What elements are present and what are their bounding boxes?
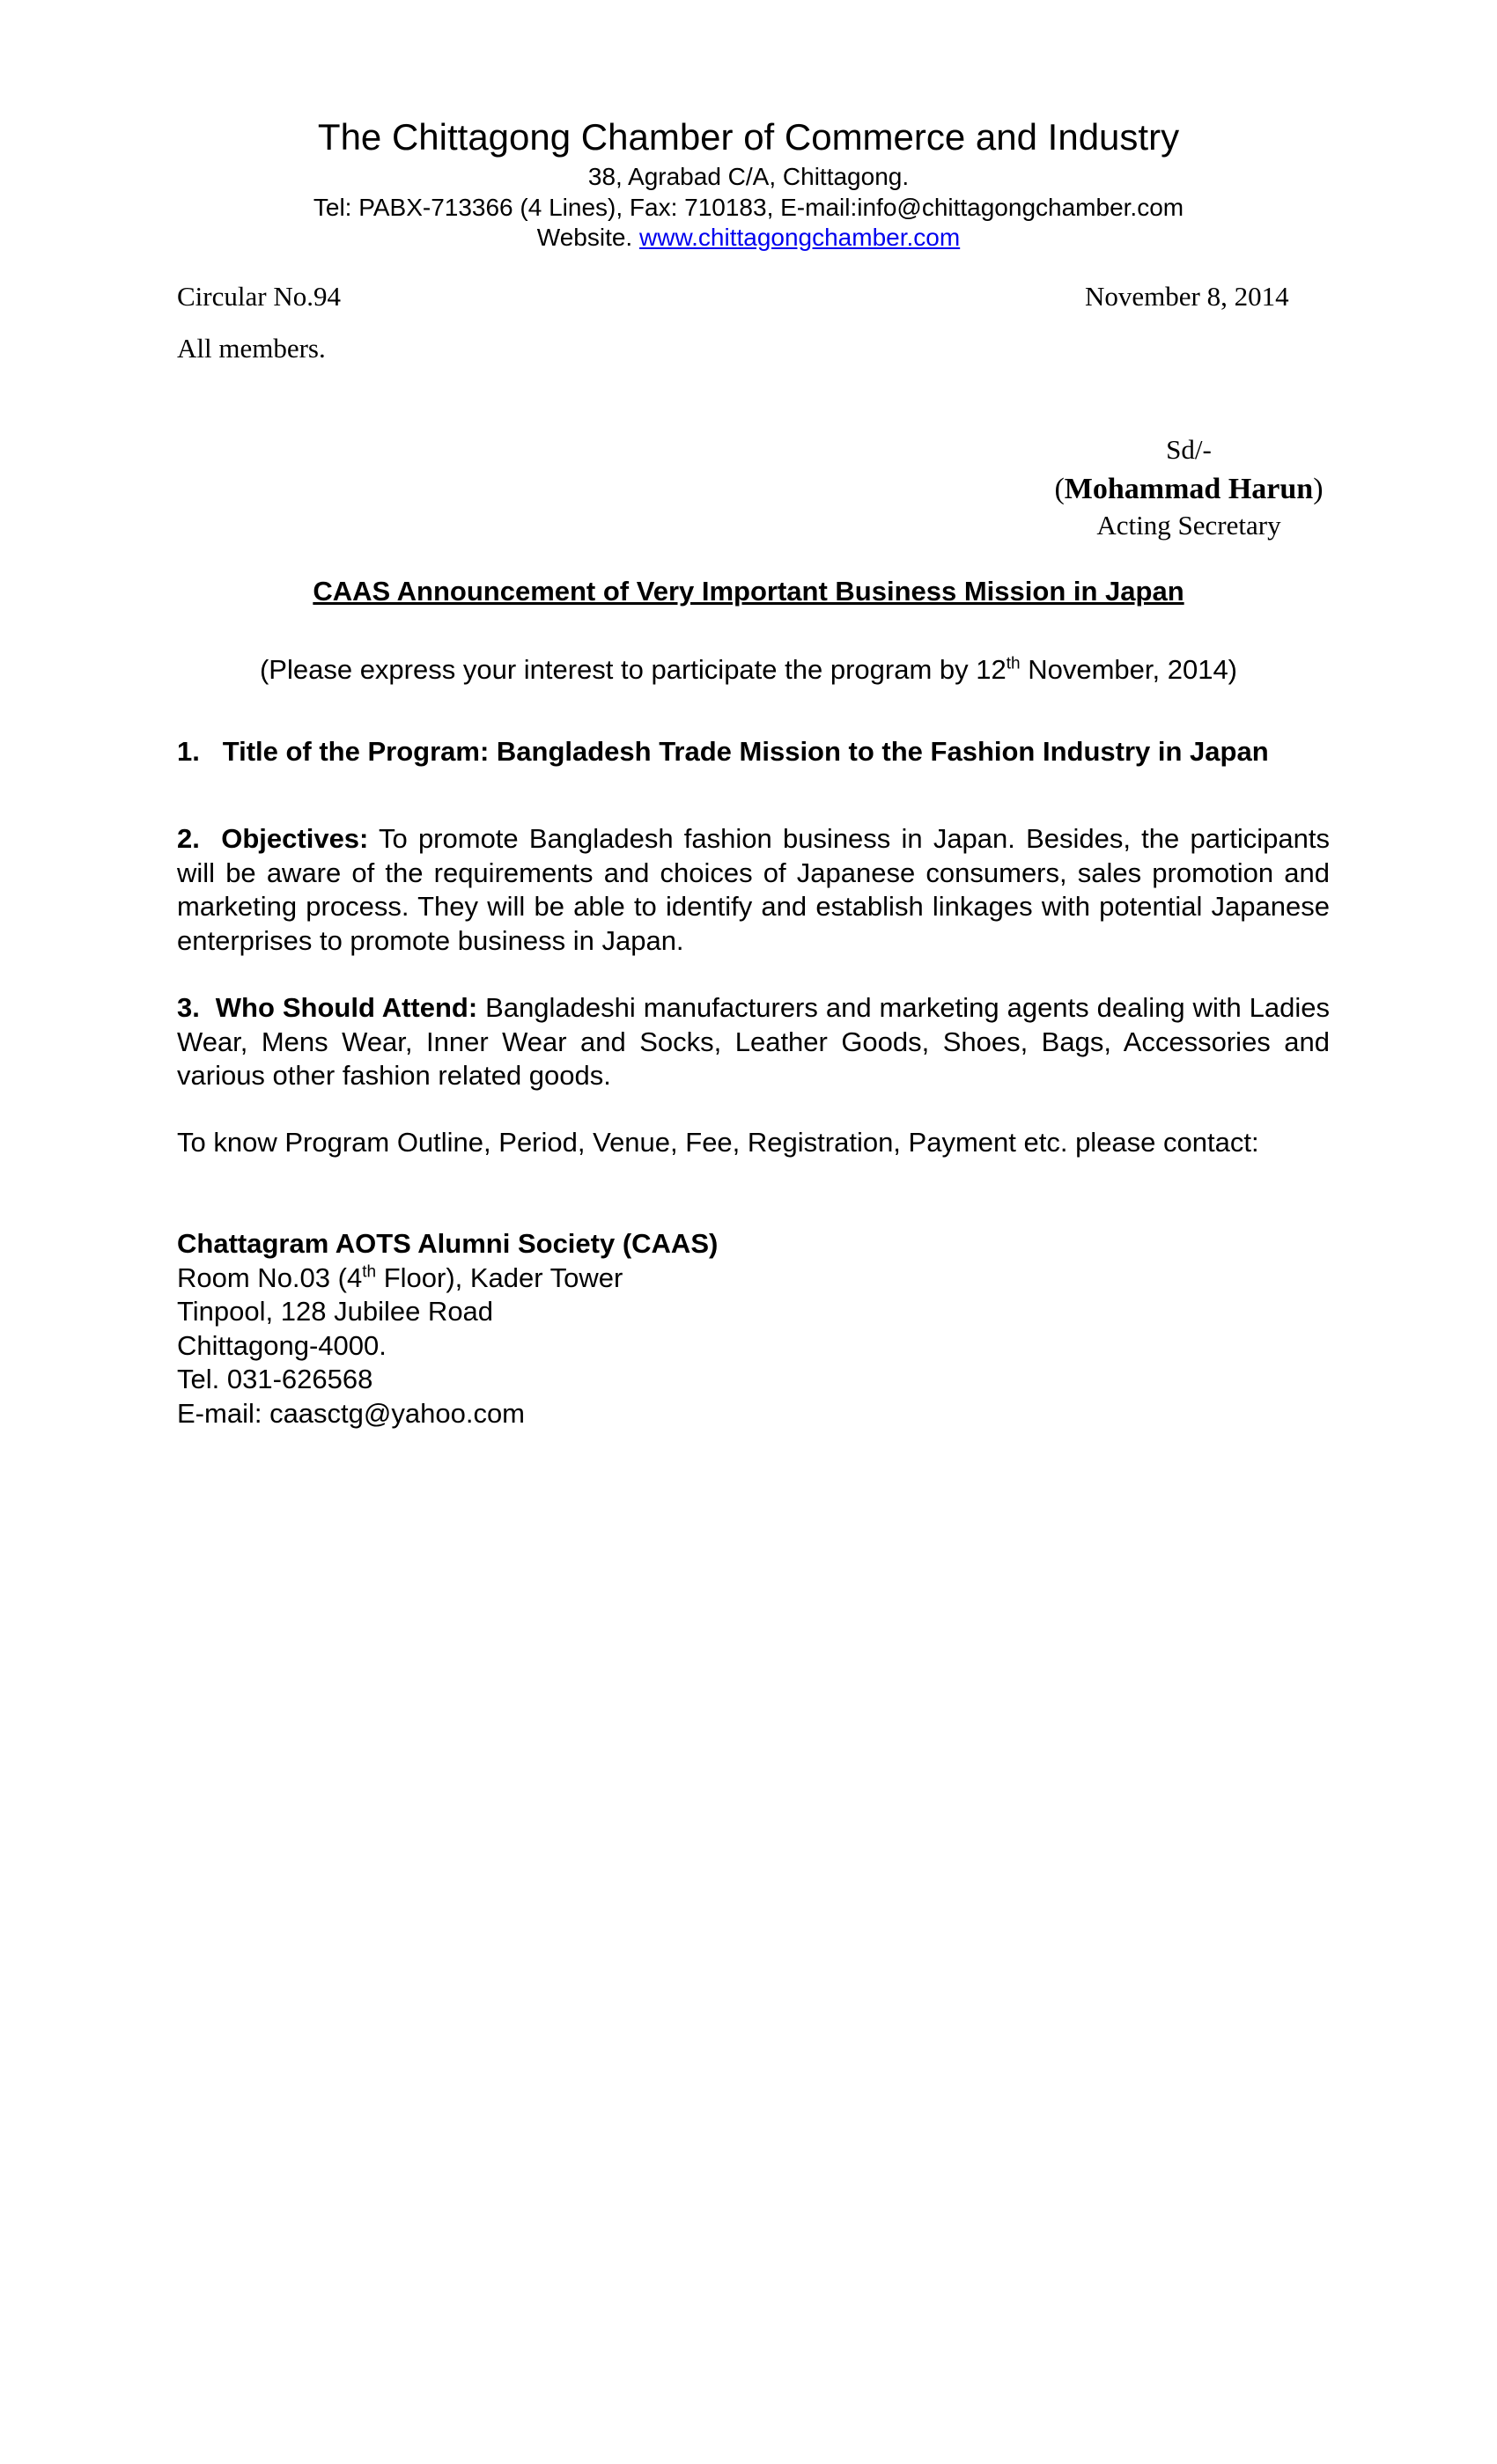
section-3-key: Who Should Attend: — [215, 992, 478, 1023]
website-link[interactable]: www.chittagongchamber.com — [639, 224, 961, 251]
contact-block — [177, 1227, 718, 1431]
deadline-text-after: November, 2014) — [1020, 654, 1238, 685]
contact-room-before: Room No.03 (4 — [177, 1261, 363, 1293]
website-label: Website. — [536, 224, 633, 251]
signatory-name-close: ) — [1313, 473, 1324, 505]
signatory-name — [1039, 472, 1338, 507]
section-program-title — [177, 735, 1330, 769]
signature-sd: Sd/- — [1166, 434, 1212, 465]
signatory-name-open: ( — [1054, 473, 1065, 505]
letterhead-contact: Tel: PABX-713366 (4 Lines), Fax: 710183, E-mail:info@chittagongchamber.com — [313, 194, 1184, 221]
contact-email: E-mail: caasctg@yahoo.com — [177, 1397, 526, 1429]
section-3-number: 3. — [177, 992, 200, 1023]
section-1-number: 1. — [177, 736, 200, 767]
letterhead-title: The Chittagong Chamber of Commerce and Industry — [317, 116, 1180, 158]
contact-telephone: Tel. 031-626568 — [177, 1364, 373, 1394]
deadline-text-before: (Please express your interest to participate the program by 12 — [259, 654, 1007, 685]
section-2-key: Objectives: — [221, 823, 369, 854]
recipients: All members. — [177, 333, 326, 364]
contact-city: Chittagong-4000. — [177, 1329, 387, 1361]
section-2-text: To promote Bangladesh fashion business in Japan. Besides, the participants will be aware of the requirements and choices of Japanese consumers, sales promotion and marketing process. They will be able to identify and establish linkages with potential Japanese enterprises to promote business in Japan. — [177, 823, 1330, 956]
announcement-heading: CAAS Announcement of Very Important Business Mission in Japan — [313, 576, 1184, 607]
section-who-should-attend — [177, 991, 1330, 1093]
section-1-text: Title of the Program: Bangladesh Trade Mission to the Fashion Industry in Japan — [222, 736, 1269, 767]
contact-organization: Chattagram AOTS Alumni Society (CAAS) — [177, 1228, 719, 1259]
signatory-name-text: Mohammad Harun — [1064, 473, 1314, 505]
contact-room-ordinal: th — [362, 1262, 377, 1282]
section-3-text: Bangladeshi manufacturers and marketing agents dealing with Ladies Wear, Mens Wear, Inner Wear and Socks, Leather Goods, Shoes, Bags, Accessories and various other fashion related goods. — [177, 992, 1330, 1091]
contact-street: Tinpool, 128 Jubilee Road — [177, 1296, 494, 1327]
section-objectives — [177, 822, 1330, 958]
contact-intro: To know Program Outline, Period, Venue, Fee, Registration, Payment etc. please contact: — [177, 1127, 1259, 1158]
circular-date: November 8, 2014 — [1085, 281, 1289, 312]
contact-room — [177, 1261, 718, 1296]
circular-number: Circular No.94 — [177, 281, 341, 312]
letterhead-website — [0, 223, 1497, 253]
contact-room-after: Floor), Kader Tower — [376, 1261, 623, 1293]
interest-deadline — [0, 653, 1497, 687]
section-2-number: 2. — [177, 823, 200, 854]
deadline-ordinal: th — [1006, 654, 1021, 673]
signatory-title: Acting Secretary — [1096, 510, 1281, 541]
letterhead-address: 38, Agrabad C/A, Chittagong. — [587, 163, 910, 190]
